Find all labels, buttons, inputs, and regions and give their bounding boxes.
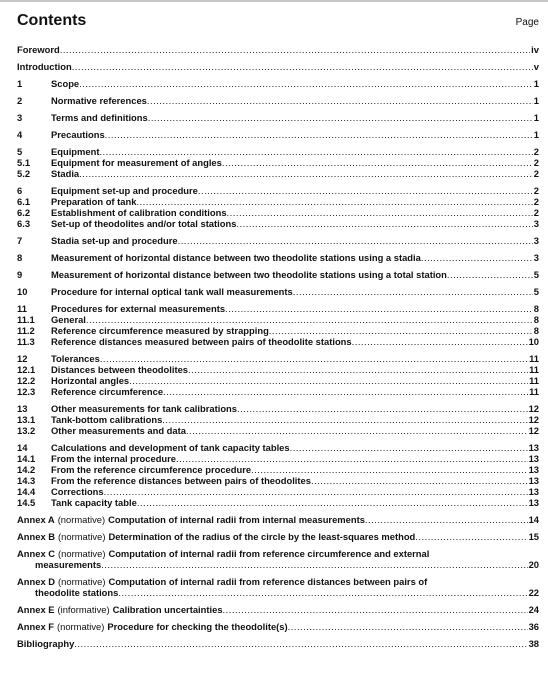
- toc-entry-title: Determination of the radius of the circle by the least-squares method: [108, 531, 416, 542]
- dot-leader: [176, 453, 528, 464]
- toc-entry[interactable]: [17, 364, 539, 375]
- section-number: 4: [17, 129, 23, 140]
- section-number: 14.4: [17, 486, 36, 497]
- toc-entry-title: Procedure for checking the theodolite(s): [107, 621, 288, 632]
- section-number: 6.2: [17, 207, 31, 218]
- annex-kind: (informative): [57, 604, 110, 615]
- toc-entry-title: Distances between theodolites: [51, 364, 189, 375]
- section-number: 12.1: [17, 364, 36, 375]
- section-number: 13: [17, 403, 28, 414]
- toc-annex-entry[interactable]: [17, 548, 539, 570]
- toc-entry-title: Procedures for external measurements: [51, 303, 226, 314]
- page-number: 3: [533, 218, 539, 229]
- toc-entry[interactable]: [17, 235, 539, 246]
- page-number: 1: [533, 95, 539, 106]
- page-number: 12: [528, 414, 539, 425]
- annex-label: Annex C: [17, 548, 56, 559]
- toc-entry[interactable]: [17, 375, 539, 386]
- page-number: 1: [533, 112, 539, 123]
- toc-entry-title: Measurement of horizontal distance between two theodolite stations using a stadia: [51, 252, 421, 263]
- toc-entry[interactable]: [17, 286, 539, 297]
- toc-entry[interactable]: [17, 168, 539, 179]
- toc-entry-title: Other measurements and data: [51, 425, 186, 436]
- toc-annex-entry[interactable]: [17, 531, 539, 542]
- page-title: Contents: [17, 12, 87, 29]
- toc-entry[interactable]: [17, 185, 539, 196]
- dot-leader: [269, 325, 533, 336]
- toc-entry-title: Establishment of calibration conditions: [51, 207, 227, 218]
- section-number: 10: [17, 286, 28, 297]
- page-number: 14: [528, 514, 539, 525]
- section-number: 12.2: [17, 375, 36, 386]
- toc-entry-title: Tolerances: [51, 353, 100, 364]
- toc-entry-title: Reference circumference measured by strapping: [51, 325, 269, 336]
- page-number: 24: [528, 604, 539, 615]
- dot-leader: [86, 314, 533, 325]
- page-number: 8: [533, 303, 539, 314]
- page-number: 12: [528, 425, 539, 436]
- toc-entry-title: Stadia: [51, 168, 80, 179]
- toc-entry[interactable]: [17, 218, 539, 229]
- dot-leader: [74, 638, 527, 649]
- toc-entry[interactable]: [17, 386, 539, 397]
- dot-leader: [104, 486, 528, 497]
- dot-leader: [129, 375, 528, 386]
- toc-entry[interactable]: [17, 146, 539, 157]
- toc-entry-title: Other measurements for tank calibrations: [51, 403, 237, 414]
- annex-kind: (normative): [56, 621, 105, 632]
- toc-entry-title: Equipment for measurement of angles: [51, 157, 222, 168]
- toc-entry-title: Equipment: [51, 146, 100, 157]
- section-number: 9: [17, 269, 23, 280]
- dot-leader: [225, 303, 533, 314]
- toc-entry-title: Procedure for internal optical tank wall measurements: [51, 286, 293, 297]
- section-number: 2: [17, 95, 23, 106]
- toc-entry-title: Preparation of tank: [51, 196, 137, 207]
- page-number: v: [533, 61, 539, 72]
- page-number: 11: [529, 364, 539, 375]
- section-number: 12.3: [17, 386, 36, 397]
- toc-annex-entry[interactable]: [17, 514, 539, 525]
- toc-entry[interactable]: [17, 486, 539, 497]
- page-number: 8: [533, 325, 539, 336]
- toc-annex-entry[interactable]: [17, 621, 539, 632]
- page-number: 1: [533, 129, 539, 140]
- dot-leader: [415, 531, 527, 542]
- toc-entry-title: General: [51, 314, 86, 325]
- section-number: 5.1: [17, 157, 31, 168]
- toc-entry-title: From the reference distances between pairs of theodolites: [51, 475, 311, 486]
- section-number: 12: [17, 353, 28, 364]
- dot-leader: [60, 44, 530, 55]
- toc-entry-title: Bibliography: [17, 638, 75, 649]
- contents-header: [17, 12, 539, 34]
- page-number: 22: [528, 587, 539, 598]
- page-number: 3: [533, 252, 539, 263]
- annex-label: Annex A: [17, 514, 55, 525]
- page-number: 8: [533, 314, 539, 325]
- page-number: 20: [528, 559, 539, 570]
- page-number: 38: [528, 638, 539, 649]
- section-number: 14: [17, 442, 28, 453]
- toc-entry[interactable]: [17, 44, 539, 55]
- page-number: 13: [528, 475, 539, 486]
- dot-leader: [118, 587, 527, 598]
- dot-leader: [162, 414, 527, 425]
- toc-annex-entry[interactable]: [17, 604, 539, 615]
- page-number: 12: [528, 403, 539, 414]
- toc-entry[interactable]: [17, 207, 539, 218]
- dot-leader: [223, 604, 528, 615]
- toc-entry[interactable]: [17, 157, 539, 168]
- dot-leader: [136, 196, 532, 207]
- page-number: 2: [533, 185, 539, 196]
- page-number: 2: [533, 146, 539, 157]
- toc-entry-title: Set-up of theodolites and/or total stations: [51, 218, 237, 229]
- toc-entry[interactable]: [17, 475, 539, 486]
- dot-leader: [186, 425, 528, 436]
- page-number: 13: [528, 453, 539, 464]
- page-number: 11: [529, 375, 539, 386]
- page-number: 2: [533, 157, 539, 168]
- page-number: 11: [529, 386, 539, 397]
- dot-leader: [251, 464, 527, 475]
- section-number: 14.3: [17, 475, 36, 486]
- toc-entry-title: Calibration uncertainties: [112, 604, 223, 615]
- dot-leader: [105, 129, 533, 140]
- section-number: 3: [17, 112, 23, 123]
- toc-entry[interactable]: [17, 403, 539, 414]
- dot-leader: [222, 157, 533, 168]
- toc-entry-title: Terms and definitions: [51, 112, 148, 123]
- section-number: 14.5: [17, 497, 36, 508]
- toc-entry[interactable]: [17, 464, 539, 475]
- toc-entry[interactable]: [17, 196, 539, 207]
- dot-leader: [227, 207, 533, 218]
- page-number: iv: [531, 44, 539, 55]
- dot-leader: [101, 559, 527, 570]
- toc-entry[interactable]: [17, 353, 539, 364]
- dot-leader: [421, 252, 533, 263]
- toc-entry[interactable]: [17, 325, 539, 336]
- annex-kind: (normative): [57, 514, 106, 525]
- section-number: 11.3: [17, 336, 35, 347]
- section-number: 5.2: [17, 168, 31, 179]
- toc-entry-title: Calculations and development of tank capacity tables: [51, 442, 290, 453]
- page-number: 13: [528, 497, 539, 508]
- dot-leader: [137, 497, 528, 508]
- toc-entry-title: Precautions: [51, 129, 105, 140]
- section-number: 14.2: [17, 464, 36, 475]
- table-of-contents: [17, 44, 539, 649]
- dot-leader: [198, 185, 533, 196]
- dot-leader: [447, 269, 533, 280]
- section-number: 6: [17, 185, 23, 196]
- toc-entry-title-continued: measurements: [35, 559, 102, 570]
- toc-entry[interactable]: [17, 314, 539, 325]
- page-number: 1: [533, 78, 539, 89]
- toc-entry[interactable]: [17, 61, 539, 72]
- page-number: 13: [528, 464, 539, 475]
- annex-kind: (normative): [58, 576, 106, 587]
- toc-entry-title: Introduction: [17, 61, 72, 72]
- dot-leader: [99, 146, 532, 157]
- toc-entry-title: Computation of internal radii from reference circumference and external: [108, 548, 430, 559]
- toc-entry-title: Equipment set-up and procedure: [51, 185, 198, 196]
- toc-entry[interactable]: [17, 269, 539, 280]
- annex-label: Annex B: [17, 531, 56, 542]
- dot-leader: [365, 514, 528, 525]
- dot-leader: [148, 112, 533, 123]
- toc-entry[interactable]: [17, 336, 539, 347]
- annex-label: Annex E: [17, 604, 55, 615]
- section-number: 11: [17, 303, 27, 314]
- toc-entry[interactable]: [17, 497, 539, 508]
- toc-entry[interactable]: [17, 425, 539, 436]
- section-number: 11.1: [17, 314, 35, 325]
- toc-entry-title: Reference circumference: [51, 386, 164, 397]
- dot-leader: [236, 218, 532, 229]
- dot-leader: [178, 235, 533, 246]
- dot-leader: [163, 386, 528, 397]
- toc-entry-title: Horizontal angles: [51, 375, 130, 386]
- section-number: 13.1: [17, 414, 36, 425]
- toc-entry-title: Tank-bottom calibrations: [51, 414, 163, 425]
- dot-leader: [288, 621, 528, 632]
- toc-entry-title: Computation of internal radii from internal measurements: [108, 514, 365, 525]
- page-number: 5: [533, 286, 539, 297]
- dot-leader: [100, 353, 528, 364]
- page-number: 2: [533, 207, 539, 218]
- page-number: 13: [528, 486, 539, 497]
- toc-entry-title: Scope: [51, 78, 80, 89]
- page-column-label: Page: [515, 17, 539, 28]
- toc-entry[interactable]: [17, 78, 539, 89]
- section-number: 7: [17, 235, 23, 246]
- toc-entry-title: From the internal procedure: [51, 453, 177, 464]
- toc-entry-title: Tank capacity table: [51, 497, 137, 508]
- page-number: 36: [528, 621, 539, 632]
- toc-entry-title: Normative references: [51, 95, 147, 106]
- dot-leader: [237, 403, 528, 414]
- page-number: 5: [533, 269, 539, 280]
- page-number: 2: [533, 168, 539, 179]
- section-number: 8: [17, 252, 23, 263]
- toc-annex-entry[interactable]: [17, 576, 539, 598]
- dot-leader: [79, 78, 533, 89]
- toc-entry-title-continued: theodolite stations: [35, 587, 119, 598]
- toc-entry-title: Computation of internal radii from reference distances between pairs of: [108, 576, 428, 587]
- annex-kind: (normative): [58, 548, 106, 559]
- section-number: 6.1: [17, 196, 31, 207]
- toc-entry[interactable]: [17, 112, 539, 123]
- dot-leader: [293, 286, 533, 297]
- page-number: 15: [528, 531, 539, 542]
- dot-leader: [311, 475, 528, 486]
- toc-entry[interactable]: [17, 252, 539, 263]
- annex-label: Annex D: [17, 576, 56, 587]
- toc-entry-title: From the reference circumference procedure: [51, 464, 252, 475]
- page-number: 10: [528, 336, 539, 347]
- top-border: [0, 0, 548, 2]
- section-number: 6.3: [17, 218, 31, 229]
- section-number: 13.2: [17, 425, 36, 436]
- dot-leader: [188, 364, 528, 375]
- toc-entry[interactable]: [17, 303, 539, 314]
- annex-kind: (normative): [58, 531, 106, 542]
- dot-leader: [352, 336, 528, 347]
- page-number: 3: [533, 235, 539, 246]
- toc-entry-title: Foreword: [17, 44, 60, 55]
- section-number: 1: [17, 78, 23, 89]
- toc-entry-title: Corrections: [51, 486, 104, 497]
- section-number: 5: [17, 146, 23, 157]
- page-number: 2: [533, 196, 539, 207]
- page-number: 11: [529, 353, 539, 364]
- section-number: 11.2: [17, 325, 35, 336]
- dot-leader: [79, 168, 533, 179]
- toc-entry[interactable]: [17, 442, 539, 453]
- page-number: 13: [528, 442, 539, 453]
- annex-label: Annex F: [17, 621, 54, 632]
- section-number: 14.1: [17, 453, 36, 464]
- dot-leader: [147, 95, 533, 106]
- toc-entry[interactable]: [17, 453, 539, 464]
- toc-entry-title: Stadia set-up and procedure: [51, 235, 178, 246]
- toc-entry-title: Measurement of horizontal distance between two theodolite stations using a total station: [51, 269, 447, 280]
- toc-entry[interactable]: [17, 638, 539, 649]
- toc-entry[interactable]: [17, 414, 539, 425]
- toc-entry[interactable]: [17, 129, 539, 140]
- toc-entry[interactable]: [17, 95, 539, 106]
- toc-entry-title: Reference distances measured between pairs of theodolite stations: [51, 336, 352, 347]
- dot-leader: [72, 61, 533, 72]
- dot-leader: [290, 442, 528, 453]
